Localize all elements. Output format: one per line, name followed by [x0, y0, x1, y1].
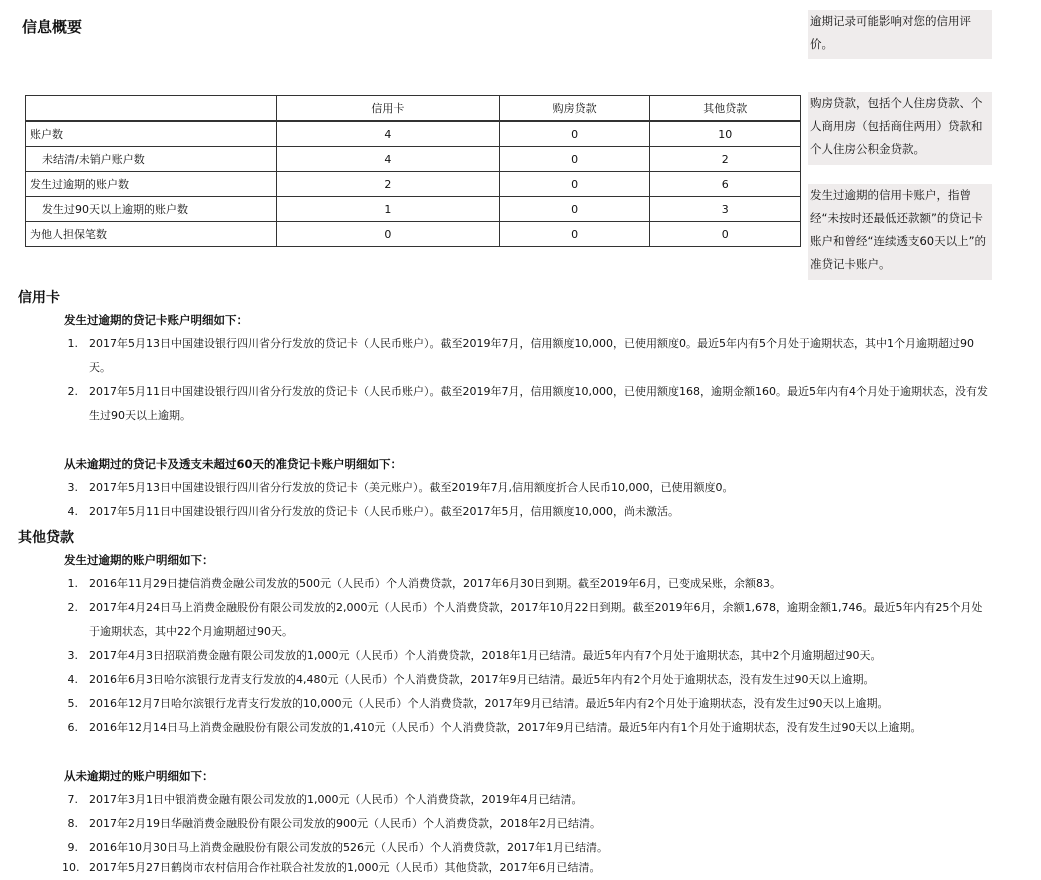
- credit-card-section-title: 信用卡: [18, 290, 60, 306]
- item-text: 2017年5月13日中国建设银行四川省分行发放的贷记卡（美元账户）。截至2019年7月,信用额度折合人民币10,000，已使用额度0。: [89, 481, 734, 494]
- item-text: 2017年5月27日鹤岗市农村信用合作社联合社发放的1,000元（人民币）其他贷款，2017年6月已结清。: [89, 861, 601, 874]
- page-title: 信息概要: [22, 18, 83, 36]
- cell-value: 0: [499, 197, 650, 222]
- cell-value: 4: [276, 121, 499, 147]
- item-index: 10.: [62, 861, 80, 874]
- header-cell-mortgage: 购房贷款: [499, 96, 650, 122]
- overdue-note: 逾期记录可能影响对您的信用评价。: [808, 10, 992, 59]
- item-text: 2017年5月11日中国建设银行四川省分行发放的贷记卡（人民币账户）。截至2017年5月，信用额度10,000，尚未激活。: [89, 505, 679, 518]
- item-index: 3.: [67, 481, 78, 494]
- cell-value: 3: [650, 197, 801, 222]
- list-item: [62, 716, 992, 740]
- list-item: [62, 788, 992, 812]
- row-label: 发生过逾期的账户数: [26, 172, 277, 197]
- cell-value: 0: [499, 147, 650, 172]
- table-row: [26, 197, 801, 222]
- row-label: 为他人担保笔数: [26, 222, 277, 247]
- other-loans-normal-subtitle: 从未逾期过的账户明细如下：: [64, 769, 214, 783]
- table-row: [26, 222, 801, 247]
- row-label: 账户数: [26, 121, 277, 147]
- item-text: 2017年5月11日中国建设银行四川省分行发放的贷记卡（人民币账户）。截至2019年7月，信用额度10,000，已使用额度168，逾期金额160。最近5年内有4个月处于逾期状态，没有发生过90天以上逾期。: [89, 385, 988, 422]
- cell-value: 4: [276, 147, 499, 172]
- item-index: 1.: [67, 577, 78, 590]
- item-index: 5.: [67, 697, 78, 710]
- cell-value: 2: [650, 147, 801, 172]
- list-item: [62, 332, 992, 380]
- list-item: [62, 500, 992, 524]
- cell-value: 0: [499, 121, 650, 147]
- item-text: 2016年12月14日马上消费金融股份有限公司发放的1,410元（人民币）个人消费贷款，2017年9月已结清。最近5年内有1个月处于逾期状态，没有发生过90天以上逾期。: [89, 721, 922, 734]
- item-text: 2016年11月29日捷信消费金融公司发放的500元（人民币）个人消费贷款，2017年6月30日到期。截至2019年6月，已变成呆账，余额83。: [89, 577, 781, 590]
- header-cell: [26, 96, 277, 122]
- item-text: 2017年2月19日华融消费金融股份有限公司发放的900元（人民币）个人消费贷款，2018年2月已结清。: [89, 817, 601, 830]
- item-text: 2016年12月7日哈尔滨银行龙青支行发放的10,000元（人民币）个人消费贷款，2017年9月已结清。最近5年内有2个月处于逾期状态，没有发生过90天以上逾期。: [89, 697, 889, 710]
- other-loans-section-title: 其他贷款: [18, 530, 74, 546]
- summary-table: [25, 95, 801, 247]
- cell-value: 6: [650, 172, 801, 197]
- item-index: 4.: [67, 673, 78, 686]
- list-item: [62, 812, 992, 836]
- item-index: 9.: [67, 841, 78, 854]
- table-header-row: [26, 96, 801, 122]
- list-item: [62, 572, 992, 596]
- item-index: 7.: [67, 793, 78, 806]
- list-item: [62, 856, 992, 880]
- item-text: 2017年4月24日马上消费金融股份有限公司发放的2,000元（人民币）个人消费贷款，2017年10月22日到期。截至2019年6月，余额1,678，逾期金额1,746。最近5年内有25个月处于逾期状态，其中22个月逾期超过90天。: [89, 601, 983, 638]
- item-index: 2.: [67, 385, 78, 398]
- table-row: [26, 147, 801, 172]
- cell-value: 0: [650, 222, 801, 247]
- table-row: [26, 172, 801, 197]
- table-row: [26, 121, 801, 147]
- list-item: [62, 692, 992, 716]
- header-cell-credit-card: 信用卡: [276, 96, 499, 122]
- cell-value: 2: [276, 172, 499, 197]
- credit-card-normal-subtitle: 从未逾期过的贷记卡及透支未超过60天的准贷记卡账户明细如下：: [64, 457, 402, 471]
- cell-value: 0: [276, 222, 499, 247]
- list-item: [62, 596, 992, 644]
- item-text: 2016年6月3日哈尔滨银行龙青支行发放的4,480元（人民币）个人消费贷款，2017年9月已结清。最近5年内有2个月处于逾期状态，没有发生过90天以上逾期。: [89, 673, 875, 686]
- list-item: [62, 668, 992, 692]
- item-index: 8.: [67, 817, 78, 830]
- cell-value: 0: [499, 222, 650, 247]
- item-text: 2017年5月13日中国建设银行四川省分行发放的贷记卡（人民币账户）。截至2019年7月，信用额度10,000，已使用额度0。最近5年内有5个月处于逾期状态，其中1个月逾期超过90天。: [89, 337, 974, 374]
- cell-value: 10: [650, 121, 801, 147]
- item-index: 6.: [67, 721, 78, 734]
- item-index: 1.: [67, 337, 78, 350]
- list-item: [62, 380, 992, 428]
- mortgage-note: 购房贷款，包括个人住房贷款、个人商用房（包括商住两用）贷款和个人住房公积金贷款。: [808, 92, 992, 165]
- list-item: [62, 644, 992, 668]
- cell-value: 1: [276, 197, 499, 222]
- other-loans-overdue-subtitle: 发生过逾期的账户明细如下：: [64, 553, 214, 567]
- item-text: 2017年3月1日中银消费金融有限公司发放的1,000元（人民币）个人消费贷款，2019年4月已结清。: [89, 793, 583, 806]
- row-label: 发生过90天以上逾期的账户数: [26, 197, 277, 222]
- item-index: 2.: [67, 601, 78, 614]
- credit-card-overdue-subtitle: 发生过逾期的贷记卡账户明细如下：: [64, 313, 248, 327]
- item-text: 2016年10月30日马上消费金融股份有限公司发放的526元（人民币）个人消费贷款，2017年1月已结清。: [89, 841, 608, 854]
- item-index: 3.: [67, 649, 78, 662]
- cell-value: 0: [499, 172, 650, 197]
- list-item: [62, 476, 992, 500]
- credit-card-note: 发生过逾期的信用卡账户，指曾经“未按时还最低还款额”的贷记卡账户和曾经“连续透支60天以上”的准贷记卡账户。: [808, 184, 992, 280]
- item-text: 2017年4月3日招联消费金融有限公司发放的1,000元（人民币）个人消费贷款，2018年1月已结清。最近5年内有7个月处于逾期状态，其中2个月逾期超过90天。: [89, 649, 882, 662]
- header-cell-other-loans: 其他贷款: [650, 96, 801, 122]
- item-index: 4.: [67, 505, 78, 518]
- row-label: 未结清/未销户账户数: [26, 147, 277, 172]
